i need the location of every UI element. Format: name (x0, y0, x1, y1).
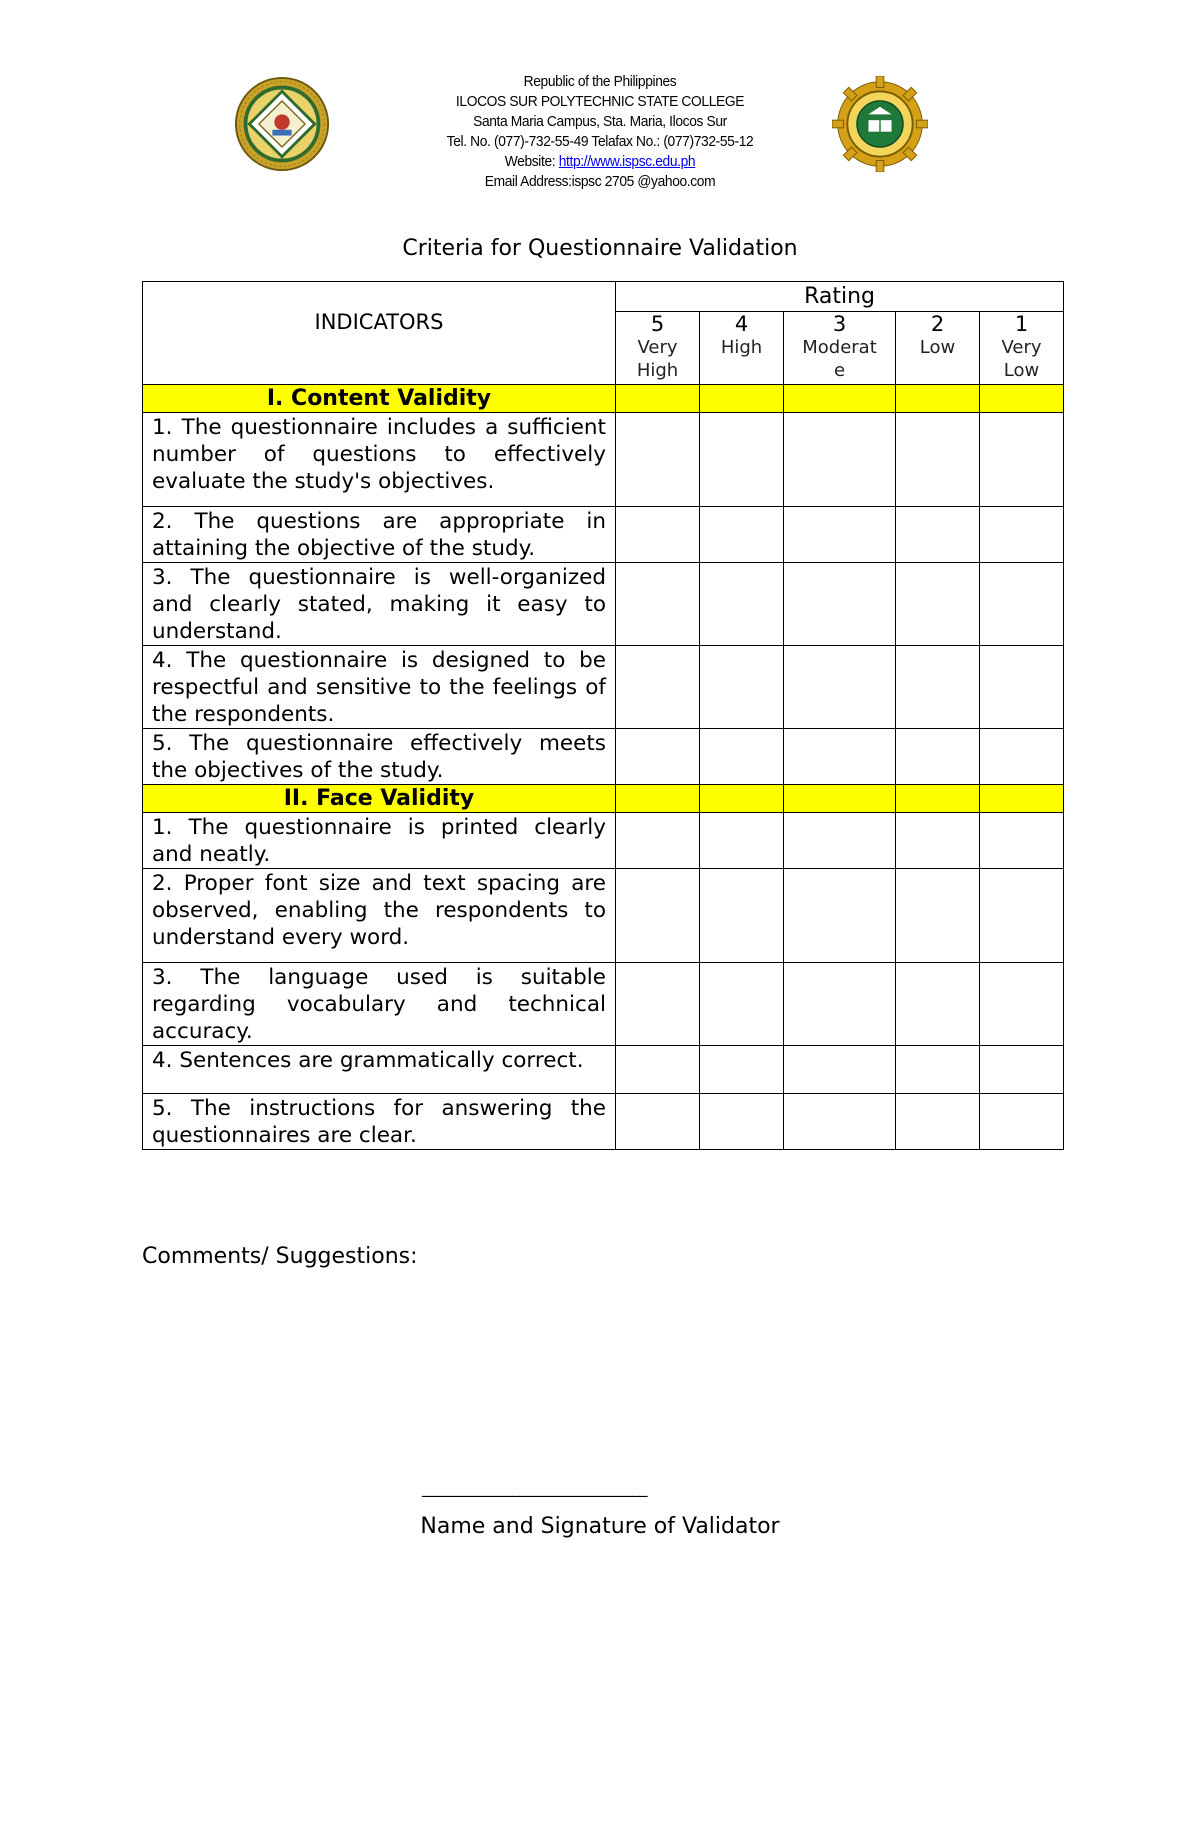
section-rating-cell (980, 385, 1064, 413)
rating-cell[interactable] (616, 1046, 700, 1094)
rating-cell[interactable] (616, 563, 700, 646)
table-row (143, 1046, 1064, 1094)
table-row (143, 729, 1064, 785)
rating-label: Low (919, 337, 956, 358)
rating-cell[interactable] (616, 729, 700, 785)
rating-cell[interactable] (896, 1094, 980, 1150)
rating-cell[interactable] (784, 507, 896, 563)
rating-cell[interactable] (784, 646, 896, 729)
rating-cell[interactable] (700, 813, 784, 869)
rating-cell[interactable] (980, 869, 1064, 963)
rating-cell[interactable] (784, 413, 896, 507)
indicator-text: 5. The instructions for answering the questionnaires are clear. (143, 1094, 616, 1150)
table-row (143, 563, 1064, 646)
rating-label: Very (637, 337, 678, 358)
rating-number: 5 (650, 312, 665, 336)
rating-number: 2 (930, 312, 945, 336)
table-row (143, 813, 1064, 869)
rating-cell[interactable] (700, 507, 784, 563)
rating-cell[interactable] (896, 729, 980, 785)
rating-header: Rating (616, 282, 1064, 312)
rating-label: High (720, 337, 763, 358)
table-row (143, 869, 1064, 963)
section-rating-cell (616, 785, 700, 813)
indicator-text: 1. The questionnaire is printed clearly and neatly. (143, 813, 616, 869)
section-row (143, 785, 1064, 813)
rating-cell[interactable] (616, 413, 700, 507)
table-row (143, 507, 1064, 563)
table-row (143, 413, 1064, 507)
rating-cell[interactable] (784, 963, 896, 1046)
rating-cell[interactable] (616, 507, 700, 563)
rating-cell[interactable] (896, 963, 980, 1046)
section-rating-cell (896, 785, 980, 813)
section-rating-cell (980, 785, 1064, 813)
letterhead-email: Email Address:ispsc 2705 @yahoo.com (484, 173, 716, 190)
website-link[interactable]: http://www.ispsc.edu.ph (558, 153, 696, 170)
rating-number: 1 (1014, 312, 1029, 336)
rating-cell[interactable] (700, 563, 784, 646)
section-title: II. Face Validity (143, 785, 616, 813)
table-row (143, 1094, 1064, 1150)
rating-cell[interactable] (784, 563, 896, 646)
rating-cell[interactable] (980, 813, 1064, 869)
indicator-text: 3. The language used is suitable regarding vocabulary and technical accuracy. (143, 963, 616, 1046)
rating-cell[interactable] (896, 646, 980, 729)
rating-cell[interactable] (980, 413, 1064, 507)
signature-line: ______________________________ (422, 1478, 647, 1497)
rating-label: Moderat (802, 337, 877, 358)
rating-col-4 (700, 312, 784, 385)
rating-cell[interactable] (700, 1046, 784, 1094)
section-rating-cell (784, 785, 896, 813)
indicator-text: 2. The questions are appropriate in attaining the objective of the study. (143, 507, 616, 563)
letterhead-country: Republic of the Philippines (523, 73, 677, 90)
rating-cell[interactable] (700, 413, 784, 507)
rating-number: 3 (832, 312, 847, 336)
website-label: Website: (504, 153, 559, 170)
rating-cell[interactable] (784, 729, 896, 785)
rating-cell[interactable] (896, 563, 980, 646)
rating-label-cont: Low (1003, 360, 1040, 381)
rating-cell[interactable] (896, 869, 980, 963)
rating-cell[interactable] (896, 813, 980, 869)
rating-cell[interactable] (980, 646, 1064, 729)
indicator-text: 4. The questionnaire is designed to be respectful and sensitive to the feelings of the respondents. (143, 646, 616, 729)
letterhead-phone: Tel. No. (077)-732-55-49 Telafax No.: (077)732-55-12 (446, 133, 754, 150)
indicator-text: 4. Sentences are grammatically correct. (143, 1046, 616, 1094)
indicator-text: 3. The questionnaire is well-organized and clearly stated, making it easy to understand. (143, 563, 616, 646)
table-row (143, 646, 1064, 729)
rating-label-cont: e (833, 360, 846, 381)
section-rating-cell (700, 785, 784, 813)
letterhead-college: ILOCOS SUR POLYTECHNIC STATE COLLEGE (455, 93, 745, 110)
rating-cell[interactable] (616, 963, 700, 1046)
section-title: I. Content Validity (143, 385, 616, 413)
signature-label: Name and Signature of Validator (420, 1514, 780, 1539)
rating-cell[interactable] (616, 646, 700, 729)
indicator-text: 5. The questionnaire effectively meets the objectives of the study. (143, 729, 616, 785)
rating-cell[interactable] (896, 507, 980, 563)
rating-cell[interactable] (980, 963, 1064, 1046)
page-title: Criteria for Questionnaire Validation (402, 236, 798, 261)
rating-cell[interactable] (784, 1046, 896, 1094)
indicator-text: 1. The questionnaire includes a sufficient number of questions to effectively evaluate the study's objectives. (143, 413, 616, 507)
comments-label: Comments/ Suggestions: (142, 1244, 418, 1269)
rating-cell[interactable] (784, 869, 896, 963)
rating-cell[interactable] (700, 646, 784, 729)
validation-table (142, 281, 1064, 1150)
rating-cell[interactable] (700, 1094, 784, 1150)
letterhead-campus: Santa Maria Campus, Sta. Maria, Ilocos Sur (473, 113, 727, 130)
rating-cell[interactable] (980, 507, 1064, 563)
rating-cell[interactable] (700, 869, 784, 963)
section-rating-cell (784, 385, 896, 413)
rating-cell[interactable] (700, 963, 784, 1046)
rating-col-3 (784, 312, 896, 385)
rating-number: 4 (734, 312, 749, 336)
rating-cell[interactable] (700, 729, 784, 785)
section-rating-cell (616, 385, 700, 413)
rating-col-5 (616, 312, 700, 385)
rating-label-cont: High (636, 360, 679, 381)
section-rating-cell (700, 385, 784, 413)
rating-cell[interactable] (896, 1046, 980, 1094)
rating-cell[interactable] (616, 869, 700, 963)
section-rating-cell (896, 385, 980, 413)
rating-col-1 (980, 312, 1064, 385)
rating-cell[interactable] (616, 813, 700, 869)
rating-cell[interactable] (980, 1046, 1064, 1094)
rating-cell[interactable] (980, 729, 1064, 785)
rating-cell[interactable] (784, 813, 896, 869)
table-row (143, 963, 1064, 1046)
rating-col-2 (896, 312, 980, 385)
rating-cell[interactable] (616, 1094, 700, 1150)
rating-cell[interactable] (896, 413, 980, 507)
indicators-header: INDICATORS (143, 282, 616, 385)
rating-cell[interactable] (784, 1094, 896, 1150)
letterhead (48, 72, 1152, 192)
indicator-text: 2. Proper font size and text spacing are observed, enabling the respondents to understand every word. (143, 869, 616, 963)
section-row (143, 385, 1064, 413)
rating-label: Very (1001, 337, 1042, 358)
letterhead-website (48, 152, 1152, 172)
rating-cell[interactable] (980, 1094, 1064, 1150)
rating-cell[interactable] (980, 563, 1064, 646)
